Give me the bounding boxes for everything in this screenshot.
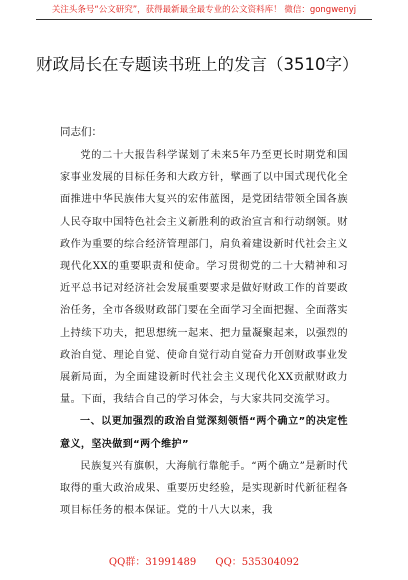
footer-contact: [0, 556, 408, 570]
document-title: 财政局长在专题读书班上的发言（3510字）: [36, 55, 359, 74]
header-promo-note: 关注头条号“公文研究”，获得最新最全最专业的公文资料库！ 微信：gongwenyj: [51, 5, 357, 15]
section-heading: 一、以更加强烈的政治自觉深刻领悟“两个确立”的决定性意义，坚决做到“两个维护”: [60, 416, 348, 450]
document-body: [60, 145, 348, 522]
footer-qq: QQ：535304092: [215, 557, 300, 568]
salutation: 同志们：: [60, 126, 102, 138]
body-paragraph: 党的二十大报告科学谋划了未来5年乃至更长时期党和国家事业发展的目标任务和大政方针，擘画了以中国式现代化全面推进中华民族伟大复兴的宏伟蓝图，是党团结带领全国各族人民夺取中国特色社会主义新胜利的政治宣言和行动纲领。财政作为重要的综合经济管理部门，肩负着建设新时代社会主义现代化XX的重要职责和使命。学习贯彻党的二十大精神和习近平总书记对经济社会发展重要要求是做好财政工作的首要政治任务，全市各级财政部门要在全面学习全面把握、全面落实上持续下功夫，把思想统一起来、把力量凝聚起来，以强烈的政治自觉、理论自觉、使命自觉行动自觉奋力开创财政事业发展新局面，为全面建设新时代社会主义现代化XX贡献财政力量。下面，我结合自己的学习体会，与大家共同交流学习。: [60, 150, 348, 406]
header-divider: [36, 19, 372, 20]
footer-qq-group: QQ群：31991489: [108, 557, 197, 568]
body-paragraph: 民族复兴有旗帜，大海航行靠舵手。“两个确立”是新时代取得的重大政治成果、重要历史经验，是实现新时代新征程各项目标任务的根本保证。党的十八大以来，我: [60, 460, 348, 517]
